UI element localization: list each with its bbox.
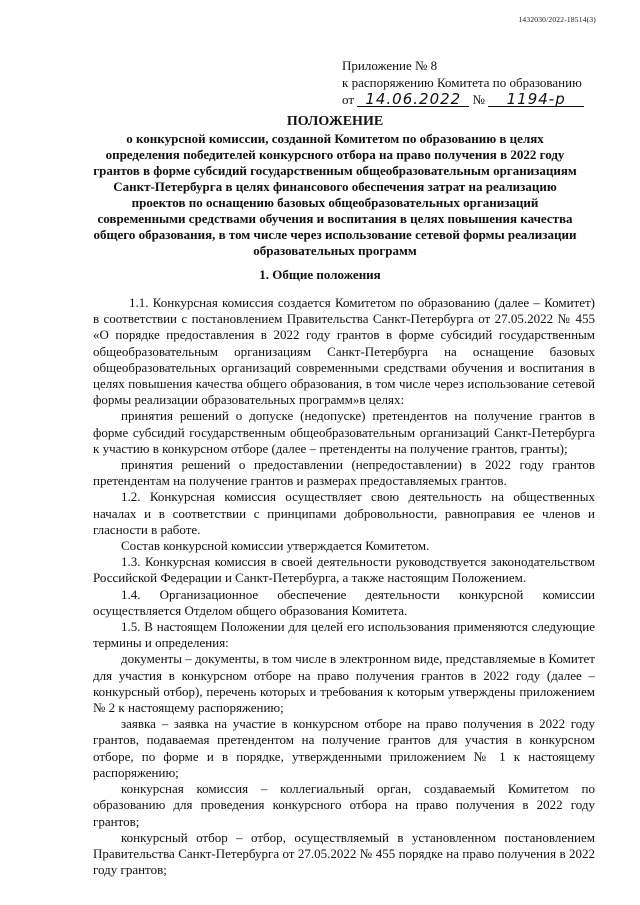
appendix-reference: к распоряжению Комитета по образованию [342, 75, 582, 90]
paragraph: конкурсный отбор – отбор, осуществляемый в установленном постановлением Правительства Санкт-Петербурга от 27.05.2022 № 455 порядке на право получения в 2022 году грантов; [93, 829, 595, 878]
paragraph: заявка – заявка на участие в конкурсном отборе на право получения в 2022 году грантов, подаваемая претендентом на получение грантов для участия в конкурсном отборе, по форме и в порядке, утвержденными приложением № 1 к настоящему распоряжению; [93, 716, 595, 780]
handwritten-date: 14.06.2022 [357, 92, 469, 107]
document-subtitle: о конкурсной комиссии, созданной Комитетом по образованию в целях определения победителей конкурсного отбора на право получения в 2022 году грантов в форме субсидий государственным общеобразовательным организациям Санкт-Петербурга в целях финансового обеспечения затрат на реализацию проектов по оснащению базовых общеобразовательных организаций современными средствами обучения и воспитания в целях повышения качества общего образования, в том числе через использование сетевой формы реализации образовательных программ [93, 131, 577, 258]
document-heading: ПОЛОЖЕНИЕ [286, 114, 384, 129]
paragraph: 1.3. Конкурсная комиссия в своей деятельности руководствуется законодательством Российской Федерации и Санкт-Петербурга, а также настоящим Положением. [93, 554, 595, 586]
paragraph: конкурсная комиссия – коллегиальный орган, создаваемый Комитетом по образованию для проведения конкурсного отбора на право получения в 2022 году грантов; [93, 781, 595, 829]
appendix-title: Приложение № 8 [342, 58, 438, 73]
paragraph: Состав конкурсной комиссии утверждается Комитетом. [121, 538, 430, 554]
document-number: 1432030/2022-18514(3) [518, 15, 596, 24]
paragraph: принятия решений о предоставлении (непредоставлении) в 2022 году грантов претендентам на получение грантов и размерах предоставляемых грантов. [93, 457, 595, 489]
document-body [93, 295, 595, 878]
appendix-block [342, 57, 622, 108]
section-heading: 1. Общие положения [259, 267, 381, 282]
paragraph: документы – документы, в том числе в электронном виде, представляемые в Комитет для участия в конкурсном отборе на право получения грантов в 2022 году (далее – конкурсный отбор), перечень которых и требования к которым утверждены приложением № 2 к настоящему распоряжению; [93, 651, 595, 716]
document-title-block [90, 114, 580, 259]
appendix-date-number-line [342, 91, 622, 108]
date-prefix: от [342, 92, 355, 107]
paragraph: 1.2. Конкурсная комиссия осуществляет свою деятельность на общественных началах и в соответствии с принципами добровольности, равноправия ее членов и гласности в работе. [93, 489, 595, 537]
paragraph: 1.5. В настоящем Положении для целей его использования применяются следующие термины и определения: [93, 619, 595, 651]
handwritten-number: 1194-р [488, 92, 584, 107]
paragraph: 1.4. Организационное обеспечение деятельности конкурсной комиссии осуществляется Отделом общего образования Комитета. [93, 586, 595, 618]
paragraph: принятия решений о допуске (недопуске) претендентов на получение грантов в форме субсидий государственным общеобразовательным организаций Санкт-Петербурга к участию в конкурсном отборе (далее – претенденты на получение грантов, гранты); [93, 408, 595, 456]
paragraph: 1.1. Конкурсная комиссия создается Комитетом по образованию (далее – Комитет) в соответствии с постановлением Правительства Санкт-Петербурга от 27.05.2022 № 455 «О порядке предоставления в 2022 году грантов в форме субсидий государственным общеобразовательным организациям Санкт-Петербурга на оснащение базовых общеобразовательных организаций современными средствами обучения и воспитания в целях повышения качества общего образования, в том числе через использование сетевой формы реализации образовательных программ»в целях: [93, 295, 595, 408]
number-prefix: № [472, 92, 485, 107]
